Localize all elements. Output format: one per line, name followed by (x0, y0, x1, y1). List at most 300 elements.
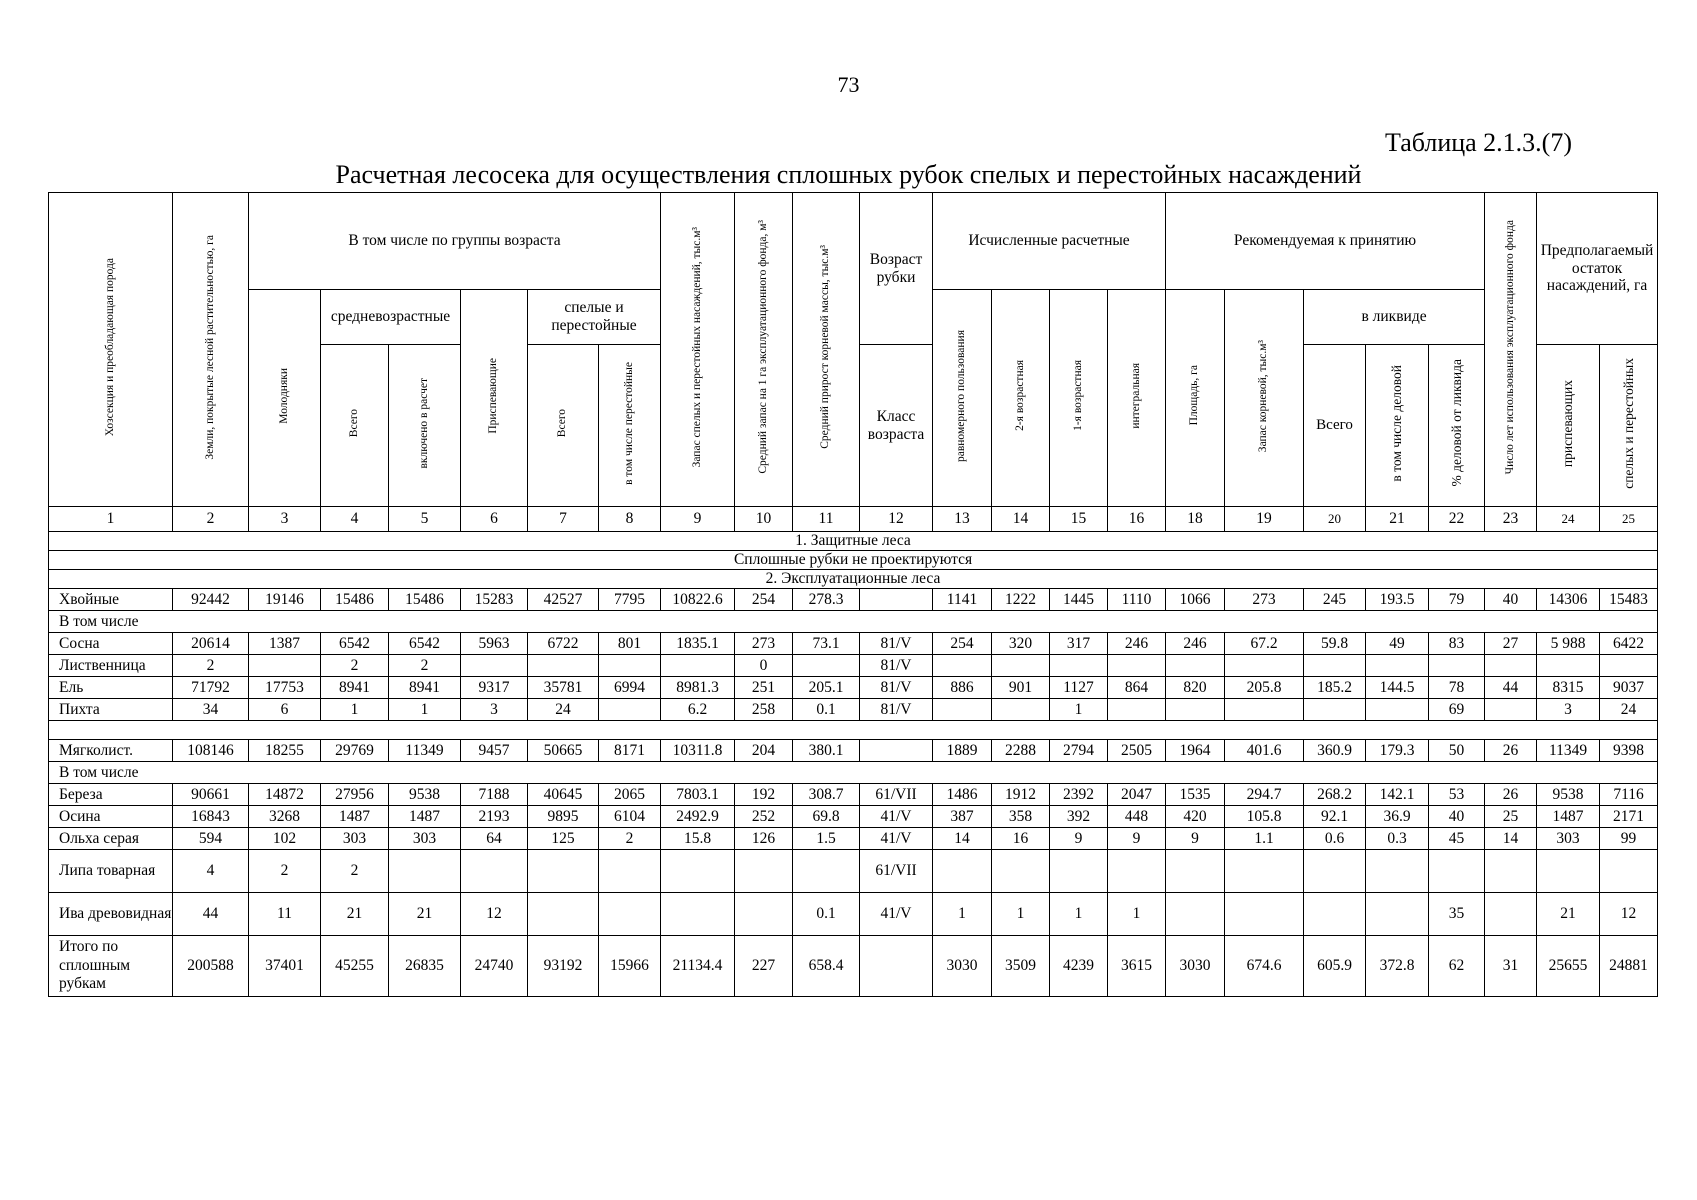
table-cell: 1487 (321, 806, 389, 828)
header-c6: Приспевающие (461, 290, 528, 507)
table-cell: 1141 (933, 589, 992, 611)
table-cell: 1 (1050, 893, 1108, 936)
table-cell (1366, 655, 1429, 677)
table-cell (735, 893, 793, 936)
table-cell: 2505 (1108, 740, 1166, 762)
row-label: Пихта (49, 699, 173, 721)
table-cell (1304, 850, 1366, 893)
table-cell: 26 (1485, 740, 1537, 762)
table-cell: 42527 (528, 589, 599, 611)
table-cell (599, 655, 661, 677)
table-cell (1050, 850, 1108, 893)
header-c24: приспевающих (1537, 345, 1600, 507)
header-c2: Земли, покрытые лесной растительностью, га (173, 193, 249, 507)
table-cell: 34 (173, 699, 249, 721)
table-cell: 16 (992, 828, 1050, 850)
table-cell: 83 (1429, 633, 1485, 655)
table-cell: 2171 (1600, 806, 1658, 828)
table-cell: 81/V (860, 699, 933, 721)
table-cell: 50665 (528, 740, 599, 762)
table-cell: 93192 (528, 936, 599, 997)
header-group-age: В том числе по группы возраста (249, 193, 661, 290)
table-cell: 21 (389, 893, 461, 936)
table-cell: 8315 (1537, 677, 1600, 699)
header-c10: Средний запас на 1 га эксплуатационного фонда, м³ (735, 193, 793, 507)
table-cell: 9895 (528, 806, 599, 828)
table-cell: 2 (321, 655, 389, 677)
table-cell (1600, 850, 1658, 893)
table-cell: 1127 (1050, 677, 1108, 699)
table-cell (1366, 893, 1429, 936)
table-cell: 6722 (528, 633, 599, 655)
table-row (49, 850, 1658, 893)
table-cell (1304, 893, 1366, 936)
table-cell (661, 655, 735, 677)
table-cell (1304, 699, 1366, 721)
table-row (49, 611, 1658, 633)
table-cell: 1.1 (1225, 828, 1304, 850)
table-cell: 1066 (1166, 589, 1225, 611)
table-cell: 27 (1485, 633, 1537, 655)
table-row (49, 740, 1658, 762)
table-cell: 254 (735, 589, 793, 611)
column-number: 18 (1166, 507, 1225, 532)
table-cell: 317 (1050, 633, 1108, 655)
table-cell: 2 (599, 828, 661, 850)
section-note: Сплошные рубки не проектируются (49, 551, 1658, 570)
table-cell: 29769 (321, 740, 389, 762)
table-cell: 17753 (249, 677, 321, 699)
table-cell: 9037 (1600, 677, 1658, 699)
table-cell: 40645 (528, 784, 599, 806)
table-cell (528, 850, 599, 893)
table-cell: 14 (1485, 828, 1537, 850)
column-number: 22 (1429, 507, 1485, 532)
table-cell: 61/VII (860, 784, 933, 806)
header-c18: Площадь, га (1166, 290, 1225, 507)
column-number: 9 (661, 507, 735, 532)
header-c14: 2-я возрастная (992, 290, 1050, 507)
header-c12: Класс возраста (860, 345, 933, 507)
table-cell (1050, 655, 1108, 677)
header-c1: Хозсекция и преобладающая порода (49, 193, 173, 507)
table-cell: 2 (321, 850, 389, 893)
table-cell: 801 (599, 633, 661, 655)
table-cell: 204 (735, 740, 793, 762)
table-cell: 9538 (389, 784, 461, 806)
column-number: 14 (992, 507, 1050, 532)
table-cell: 820 (1166, 677, 1225, 699)
header-remain: Предполагаемый остаток насаждений, га (1537, 193, 1658, 345)
header-c25: спелых и перестойных (1600, 345, 1658, 507)
table-cell: 0.6 (1304, 828, 1366, 850)
table-cell: 401.6 (1225, 740, 1304, 762)
table-cell (389, 850, 461, 893)
table-cell: 6104 (599, 806, 661, 828)
table-cell: 14872 (249, 784, 321, 806)
row-label: В том числе (49, 762, 1658, 784)
blank-row (49, 721, 1658, 740)
table-cell: 7188 (461, 784, 528, 806)
table-cell (1166, 850, 1225, 893)
table-cell: 360.9 (1304, 740, 1366, 762)
table-cell: 205.8 (1225, 677, 1304, 699)
table-cell (1108, 850, 1166, 893)
table-cell: 658.4 (793, 936, 860, 997)
table-cell: 15966 (599, 936, 661, 997)
table-row (49, 762, 1658, 784)
table-cell: 11349 (389, 740, 461, 762)
table-cell: 2065 (599, 784, 661, 806)
table-cell: 273 (1225, 589, 1304, 611)
table-cell: 5 988 (1537, 633, 1600, 655)
table-cell: 0.1 (793, 893, 860, 936)
table-row (49, 828, 1658, 850)
table-cell: 7803.1 (661, 784, 735, 806)
table-cell: 205.1 (793, 677, 860, 699)
column-number: 16 (1108, 507, 1166, 532)
column-number: 3 (249, 507, 321, 532)
table-cell: 1 (321, 699, 389, 721)
row-label: Хвойные (49, 589, 173, 611)
table-title: Расчетная лесосека для осуществления сплошных рубок спелых и перестойных насаждений (335, 160, 1362, 189)
table-cell: 9538 (1537, 784, 1600, 806)
column-number: 15 (1050, 507, 1108, 532)
header-c11: Средний прирост корневой массы, тыс.м³ (793, 193, 860, 507)
column-number: 23 (1485, 507, 1537, 532)
table-cell: 64 (461, 828, 528, 850)
table-cell: 1222 (992, 589, 1050, 611)
header-c5: включено в расчет (389, 345, 461, 507)
table-cell (1225, 850, 1304, 893)
table-cell: 19146 (249, 589, 321, 611)
table-cell: 448 (1108, 806, 1166, 828)
header-c3: Молодняки (249, 290, 321, 507)
table-cell: 108146 (173, 740, 249, 762)
table-cell (1485, 699, 1537, 721)
header-mid-age: средневозрастные (321, 290, 461, 345)
row-label: Ель (49, 677, 173, 699)
table-cell (1537, 655, 1600, 677)
table-cell: 50 (1429, 740, 1485, 762)
table-cell: 11 (249, 893, 321, 936)
table-cell: 3 (1537, 699, 1600, 721)
table-cell: 14306 (1537, 589, 1600, 611)
column-number: 19 (1225, 507, 1304, 532)
table-row (49, 936, 1658, 997)
table-cell (661, 850, 735, 893)
header-c22: % деловой от ликвида (1429, 345, 1485, 507)
column-number: 10 (735, 507, 793, 532)
table-cell: 3615 (1108, 936, 1166, 997)
table-cell: 9398 (1600, 740, 1658, 762)
table-cell: 40 (1485, 589, 1537, 611)
row-label: Осина (49, 806, 173, 828)
felling-table (48, 192, 1658, 997)
table-cell: 92442 (173, 589, 249, 611)
table-cell: 200588 (173, 936, 249, 997)
table-cell (1485, 655, 1537, 677)
table-cell: 26835 (389, 936, 461, 997)
table-cell (933, 699, 992, 721)
table-cell: 864 (1108, 677, 1166, 699)
table-cell: 15483 (1600, 589, 1658, 611)
row-label: Береза (49, 784, 173, 806)
table-cell (461, 655, 528, 677)
table-cell: 1964 (1166, 740, 1225, 762)
table-cell: 252 (735, 806, 793, 828)
table-cell: 303 (1537, 828, 1600, 850)
table-cell: 273 (735, 633, 793, 655)
column-number: 11 (793, 507, 860, 532)
table-cell: 2193 (461, 806, 528, 828)
table-cell: 53 (1429, 784, 1485, 806)
table-cell: 62 (1429, 936, 1485, 997)
table-cell: 21 (321, 893, 389, 936)
table-cell: 125 (528, 828, 599, 850)
table-cell: 81/V (860, 633, 933, 655)
table-cell: 1486 (933, 784, 992, 806)
table-cell (461, 850, 528, 893)
table-row (49, 699, 1658, 721)
row-label: Итого по сплошным рубкам (49, 936, 173, 997)
table-cell: 251 (735, 677, 793, 699)
table-cell: 1110 (1108, 589, 1166, 611)
table-cell: 18255 (249, 740, 321, 762)
table-cell (933, 850, 992, 893)
table-cell (793, 655, 860, 677)
table-cell: 886 (933, 677, 992, 699)
table-cell (661, 893, 735, 936)
table-cell: 31 (1485, 936, 1537, 997)
table-cell (1108, 655, 1166, 677)
table-row (49, 806, 1658, 828)
table-cell: 10822.6 (661, 589, 735, 611)
table-cell: 1445 (1050, 589, 1108, 611)
table-cell (1166, 655, 1225, 677)
table-cell: 24881 (1600, 936, 1658, 997)
table-row (49, 784, 1658, 806)
column-number: 4 (321, 507, 389, 532)
table-row (49, 655, 1658, 677)
header-c19: Запас корневой, тыс.м³ (1225, 290, 1304, 507)
table-cell: 25 (1485, 806, 1537, 828)
section-protective: 1. Защитные леса (49, 532, 1658, 551)
table-cell (1225, 699, 1304, 721)
table-cell: 246 (1108, 633, 1166, 655)
table-cell: 8941 (321, 677, 389, 699)
table-cell (1429, 850, 1485, 893)
row-label: Липа товарная (49, 850, 173, 893)
table-cell: 4 (173, 850, 249, 893)
column-number-row (49, 507, 1658, 532)
table-cell: 36.9 (1366, 806, 1429, 828)
table-cell: 1835.1 (661, 633, 735, 655)
table-cell: 303 (389, 828, 461, 850)
table-cell: 81/V (860, 655, 933, 677)
column-number: 1 (49, 507, 173, 532)
table-cell: 1487 (1537, 806, 1600, 828)
table-cell: 9 (1108, 828, 1166, 850)
table-cell (1366, 699, 1429, 721)
table-cell: 90661 (173, 784, 249, 806)
table-cell: 605.9 (1304, 936, 1366, 997)
header-recommended: Рекомендуемая к принятию (1166, 193, 1485, 290)
table-cell: 40 (1429, 806, 1485, 828)
page-number: 73 (837, 72, 860, 97)
table-cell: 45 (1429, 828, 1485, 850)
column-number: 24 (1537, 507, 1600, 532)
table-cell: 594 (173, 828, 249, 850)
table-cell (1225, 655, 1304, 677)
table-cell: 21134.4 (661, 936, 735, 997)
table-row (49, 589, 1658, 611)
table-cell: 193.5 (1366, 589, 1429, 611)
table-row (49, 893, 1658, 936)
row-label: Мягколист. (49, 740, 173, 762)
table-cell: 73.1 (793, 633, 860, 655)
row-label: Лиственница (49, 655, 173, 677)
header-c4: Всего (321, 345, 389, 507)
table-cell: 27956 (321, 784, 389, 806)
table-cell: 6542 (389, 633, 461, 655)
table-cell: 0.1 (793, 699, 860, 721)
table-cell: 5963 (461, 633, 528, 655)
table-cell (1225, 893, 1304, 936)
table-cell: 320 (992, 633, 1050, 655)
table-cell: 35781 (528, 677, 599, 699)
table-cell: 92.1 (1304, 806, 1366, 828)
table-cell: 69.8 (793, 806, 860, 828)
table-cell: 420 (1166, 806, 1225, 828)
table-cell: 245 (1304, 589, 1366, 611)
table-cell: 37401 (249, 936, 321, 997)
table-id: Таблица 2.1.3.(7) (1384, 128, 1572, 157)
table-cell: 0 (735, 655, 793, 677)
table-cell (1108, 699, 1166, 721)
table-cell: 21 (1537, 893, 1600, 936)
table-cell: 15486 (321, 589, 389, 611)
column-number: 12 (860, 507, 933, 532)
table-cell: 26 (1485, 784, 1537, 806)
table-row (49, 677, 1658, 699)
header-c23: Число лет использования эксплуатационного фонда (1485, 193, 1537, 507)
table-cell (860, 589, 933, 611)
table-cell (1485, 850, 1537, 893)
table-cell (1166, 893, 1225, 936)
table-cell: 380.1 (793, 740, 860, 762)
table-cell: 2 (173, 655, 249, 677)
table-cell (735, 850, 793, 893)
table-cell: 24740 (461, 936, 528, 997)
table-cell: 3030 (1166, 936, 1225, 997)
table-cell: 41/V (860, 806, 933, 828)
table-cell: 12 (1600, 893, 1658, 936)
header-c9: Запас спелых и перестойных насаждений, тыс.м³ (661, 193, 735, 507)
table-cell: 142.1 (1366, 784, 1429, 806)
table-cell: 81/V (860, 677, 933, 699)
table-cell: 254 (933, 633, 992, 655)
table-cell: 102 (249, 828, 321, 850)
table-cell: 24 (528, 699, 599, 721)
table-cell: 2 (389, 655, 461, 677)
column-number: 13 (933, 507, 992, 532)
table-cell: 1 (933, 893, 992, 936)
table-cell (860, 936, 933, 997)
table-cell: 6994 (599, 677, 661, 699)
table-cell: 105.8 (1225, 806, 1304, 828)
table-cell (992, 850, 1050, 893)
table-cell (992, 699, 1050, 721)
table-cell: 246 (1166, 633, 1225, 655)
table-cell: 674.6 (1225, 936, 1304, 997)
table-cell: 45255 (321, 936, 389, 997)
table-cell: 2 (249, 850, 321, 893)
table-cell (1485, 893, 1537, 936)
section-row (49, 551, 1658, 570)
table-cell: 1889 (933, 740, 992, 762)
table-cell: 44 (173, 893, 249, 936)
table-cell: 2047 (1108, 784, 1166, 806)
table-cell: 7116 (1600, 784, 1658, 806)
table-cell: 308.7 (793, 784, 860, 806)
table-cell: 372.8 (1366, 936, 1429, 997)
table-cell (992, 655, 1050, 677)
table-cell: 7795 (599, 589, 661, 611)
row-label: Сосна (49, 633, 173, 655)
table-cell: 59.8 (1304, 633, 1366, 655)
table-cell: 14 (933, 828, 992, 850)
section-row (49, 570, 1658, 589)
row-label: В том числе (49, 611, 1658, 633)
table-cell: 24 (1600, 699, 1658, 721)
table-body (49, 507, 1658, 997)
column-number: 5 (389, 507, 461, 532)
table-cell: 2492.9 (661, 806, 735, 828)
table-cell: 2288 (992, 740, 1050, 762)
table-cell: 20614 (173, 633, 249, 655)
table-cell (1166, 699, 1225, 721)
column-number: 8 (599, 507, 661, 532)
table-cell: 15486 (389, 589, 461, 611)
table-cell: 6 (249, 699, 321, 721)
table-cell: 258 (735, 699, 793, 721)
header-cut-age: Возраст рубки (860, 193, 933, 345)
table-cell (793, 850, 860, 893)
table-cell: 78 (1429, 677, 1485, 699)
table-cell: 15283 (461, 589, 528, 611)
header-liquid: в ликвиде (1304, 290, 1485, 345)
column-number: 25 (1600, 507, 1658, 532)
table-cell: 79 (1429, 589, 1485, 611)
table-cell: 6.2 (661, 699, 735, 721)
table-cell: 268.2 (1304, 784, 1366, 806)
table-cell: 192 (735, 784, 793, 806)
table-cell: 179.3 (1366, 740, 1429, 762)
table-cell: 2392 (1050, 784, 1108, 806)
table-cell: 1535 (1166, 784, 1225, 806)
table-cell (1429, 655, 1485, 677)
table-cell (1600, 655, 1658, 677)
row-label: Ива древовидная (49, 893, 173, 936)
column-number: 21 (1366, 507, 1429, 532)
table-cell: 1 (1050, 699, 1108, 721)
table-cell (1366, 850, 1429, 893)
table-cell: 1912 (992, 784, 1050, 806)
table-cell (599, 893, 661, 936)
table-cell: 99 (1600, 828, 1658, 850)
table-cell: 303 (321, 828, 389, 850)
